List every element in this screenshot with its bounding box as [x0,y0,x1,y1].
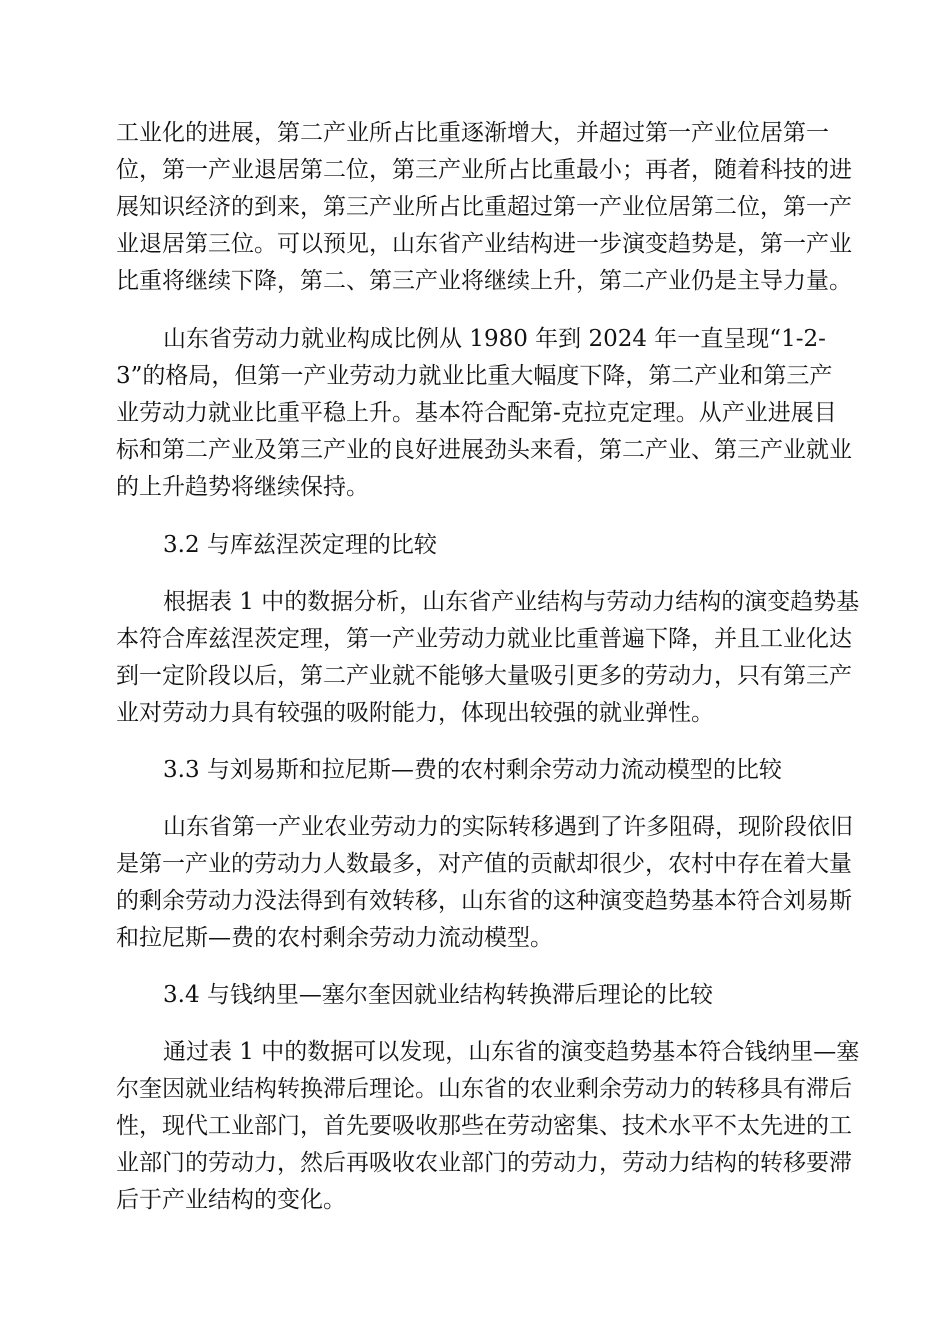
text-line: 尔奎因就业结构转换滞后理论。山东省的农业剩余劳动力的转移具有滞后 [116,1076,852,1102]
section-heading: 3.2 与库兹涅茨定理的比较 [163,532,437,558]
text-line: 本符合库兹涅茨定理，第一产业劳动力就业比重普遍下降，并且工业化达 [116,626,852,652]
text-line: 业部门的劳动力，然后再吸收农业部门的劳动力，劳动力结构的转移要滞 [116,1150,852,1176]
text-line: 通过表 1 中的数据可以发现，山东省的演变趋势基本符合钱纳里—塞 [163,1039,860,1065]
section-heading: 3.4 与钱纳里—塞尔奎因就业结构转换滞后理论的比较 [163,982,713,1008]
section-heading: 3.3 与刘易斯和拉尼斯—费的农村剩余劳动力流动模型的比较 [163,757,782,783]
text-line: 位，第一产业退居第二位，第三产业所占比重最小；再者，随着科技的进 [116,157,852,183]
text-line: 工业化的进展，第二产业所占比重逐渐增大，并超过第一产业位居第一 [116,120,829,146]
text-line: 比重将继续下降，第二、第三产业将继续上升，第二产业仍是主导力量。 [116,268,852,294]
text-line: 到一定阶段以后，第二产业就不能够大量吸引更多的劳动力，只有第三产 [116,663,852,689]
text-line: 后于产业结构的变化。 [116,1187,346,1213]
text-line: 业劳动力就业比重平稳上升。基本符合配第-克拉克定理。从产业进展目 [116,400,837,426]
text-line: 根据表 1 中的数据分析，山东省产业结构与劳动力结构的演变趋势基 [163,589,860,615]
text-line: 业对劳动力具有较强的吸附能力，体现出较强的就业弹性。 [116,700,714,726]
text-line: 是第一产业的劳动力人数最多，对产值的贡献却很少，农村中存在着大量 [116,851,852,877]
text-line: 3”的格局，但第一产业劳动力就业比重大幅度下降，第二产业和第三产 [116,363,833,389]
text-line: 业退居第三位。可以预见，山东省产业结构进一步演变趋势是，第一产业 [116,231,852,257]
text-line: 标和第二产业及第三产业的良好进展劲头来看，第二产业、第三产业就业 [116,437,852,463]
text-line: 山东省劳动力就业构成比例从 1980 年到 2024 年一直呈现“1-2- [163,326,826,352]
text-line: 展知识经济的到来，第三产业所占比重超过第一产业位居第二位，第一产 [116,194,852,220]
text-line: 和拉尼斯—费的农村剩余劳动力流动模型。 [116,925,553,951]
text-line: 性，现代工业部门，首先要吸收那些在劳动密集、技术水平不太先进的工 [116,1113,852,1139]
text-line: 的剩余劳动力没法得到有效转移，山东省的这种演变趋势基本符合刘易斯 [116,888,852,914]
text-line: 的上升趋势将继续保持。 [116,474,369,500]
text-line: 山东省第一产业农业劳动力的实际转移遇到了许多阻碍，现阶段依旧 [163,814,853,840]
